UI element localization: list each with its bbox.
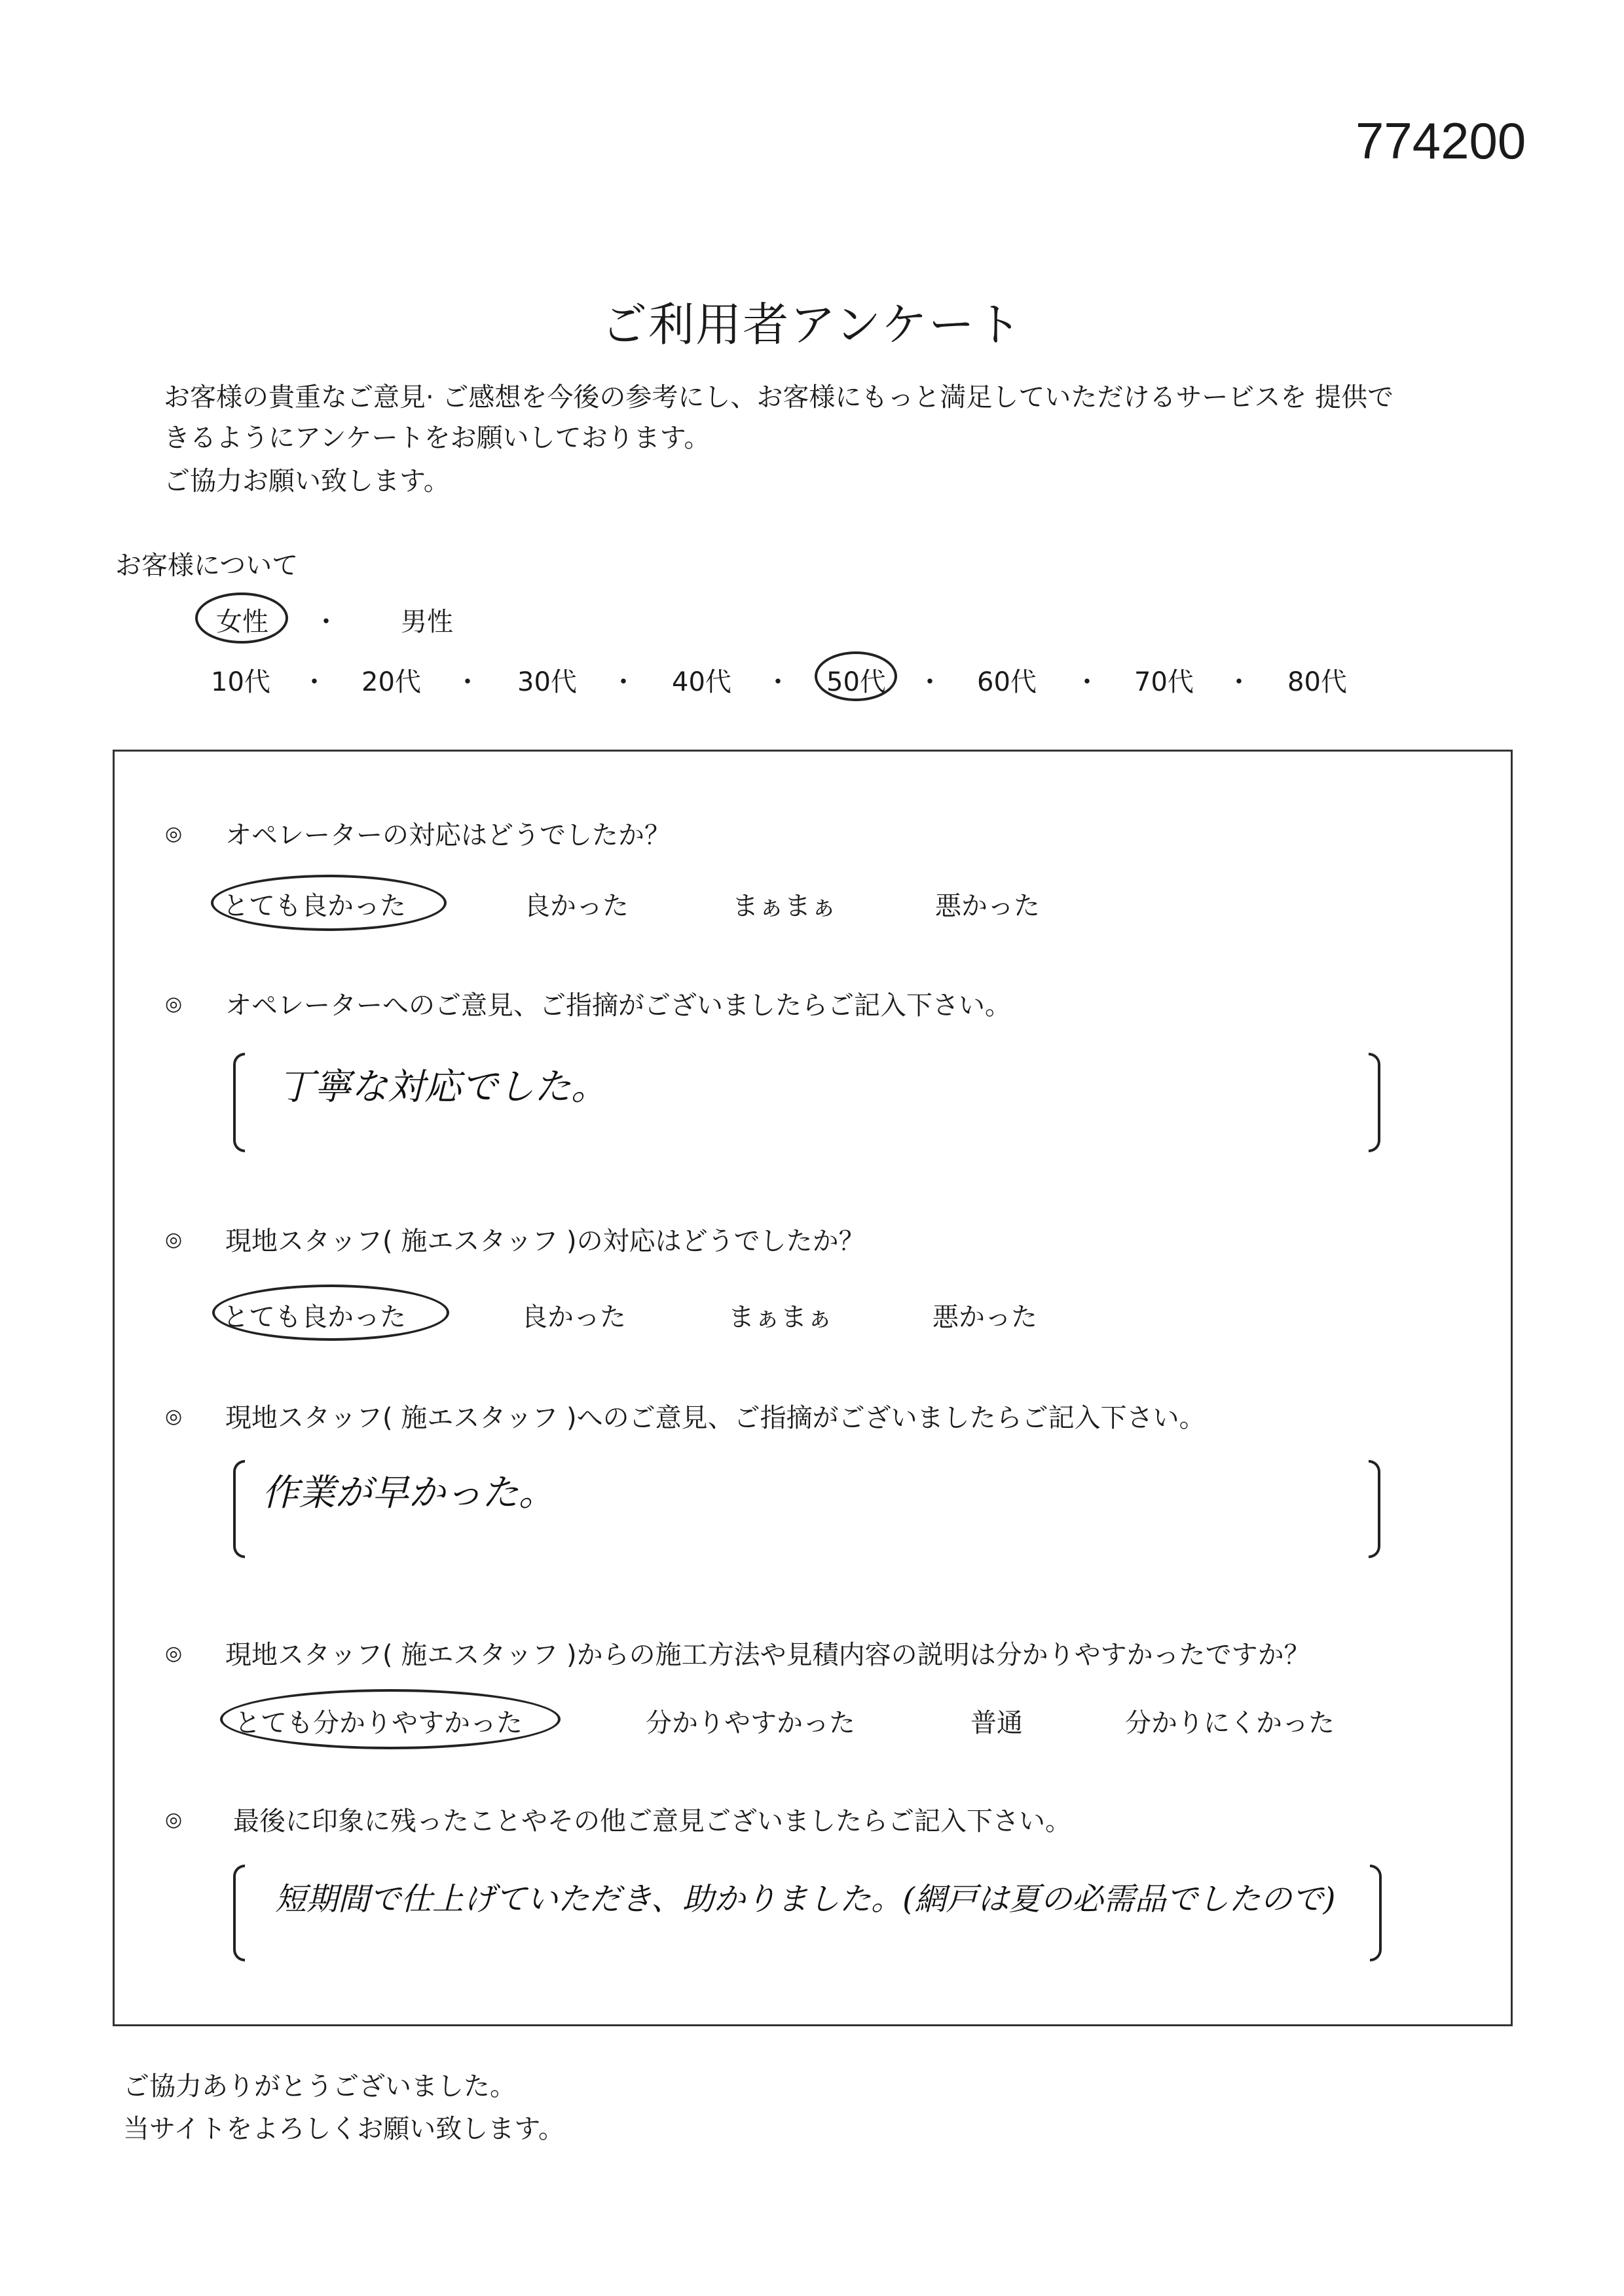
q1-selection-circle: [211, 875, 447, 931]
q2-handwritten-answer[interactable]: 丁寧な対応でした。: [278, 1066, 608, 1108]
bullet-icon: ◎: [165, 1405, 183, 1428]
question-staff-explanation: 現地スタッフ( 施エスタッフ )からの施工方法や見積内容の説明は分かりやすかったですか？: [225, 1640, 1310, 1670]
age-option-10s[interactable]: 10代: [211, 667, 270, 697]
age-option-70s[interactable]: 70代: [1134, 667, 1194, 697]
question-staff-response: 現地スタッフ( 施エスタッフ )の対応はどうでしたか？: [225, 1226, 865, 1256]
thanks-line: ご協力ありがとうございました。: [123, 2071, 516, 2102]
comment-bracket-left: [233, 1053, 245, 1152]
comment-bracket-right: [1369, 1053, 1380, 1152]
gender-option-female[interactable]: 女性: [216, 607, 268, 637]
gender-option-male[interactable]: 男性: [401, 607, 453, 637]
age-separator: ・: [765, 667, 791, 697]
bullet-icon: ◎: [165, 822, 183, 845]
comment-bracket-right: [1369, 1460, 1380, 1558]
age-separator: ・: [454, 667, 481, 697]
q1-option-bad[interactable]: 悪かった: [935, 891, 1040, 921]
question-operator-comments: オペレーターへのご意見、ご指摘がございましたらご記入下さい。: [225, 991, 1011, 1021]
age-option-50s[interactable]: 50代: [826, 667, 886, 697]
q1-option-very-good[interactable]: とても良かった: [223, 891, 406, 921]
question-staff-comments: 現地スタッフ( 施エスタッフ )へのご意見、ご指摘がございましたらご記入下さい。: [225, 1403, 1206, 1433]
q3-selection-circle: [212, 1285, 449, 1341]
q5-option-very-clear[interactable]: とても分かりやすかった: [234, 1708, 523, 1738]
gender-selection-circle: [195, 592, 288, 644]
bullet-icon: ◎: [165, 993, 183, 1015]
q3-option-very-good[interactable]: とても良かった: [223, 1302, 406, 1332]
age-separator: ・: [1074, 667, 1100, 697]
age-option-20s[interactable]: 20代: [361, 667, 421, 697]
q1-option-so-so[interactable]: まぁまぁ: [732, 891, 837, 921]
document-id: 774200: [1356, 112, 1526, 170]
intro-line-1: お客様の貴重なご意見· ご感想を今後の参考にし、お客様にもっと満足していただけるサービスを 提供で: [164, 382, 1394, 412]
intro-line-3: ご協力お願い致します。: [164, 466, 450, 496]
age-option-30s[interactable]: 30代: [517, 667, 577, 697]
age-separator: ・: [917, 667, 943, 697]
age-separator: ・: [1226, 667, 1252, 697]
q6-handwritten-answer[interactable]: 短期間で仕上げていただき、助かりました。(網戸は夏の必需品でしたので): [275, 1881, 1336, 1918]
age-separator: ・: [610, 667, 637, 697]
q1-option-good[interactable]: 良かった: [524, 891, 629, 921]
q3-option-so-so[interactable]: まぁまぁ: [728, 1302, 833, 1332]
q3-option-good[interactable]: 良かった: [521, 1302, 626, 1332]
comment-bracket-left: [233, 1865, 245, 1961]
age-option-80s[interactable]: 80代: [1287, 667, 1347, 697]
q4-handwritten-answer[interactable]: 作業が早かった。: [262, 1472, 555, 1514]
bullet-icon: ◎: [165, 1228, 183, 1251]
age-option-40s[interactable]: 40代: [672, 667, 731, 697]
closing-line: 当サイトをよろしくお願い致します。: [123, 2114, 564, 2144]
question-operator-response: オペレーターの対応はどうでしたか？: [225, 820, 671, 850]
question-final-comments: 最後に印象に残ったことやその他ご意見ございましたらご記入下さい。: [233, 1806, 1071, 1836]
page-title: ご利用者アンケート: [601, 298, 1023, 352]
comment-bracket-left: [233, 1460, 245, 1558]
age-separator: ・: [301, 667, 327, 697]
q3-option-bad[interactable]: 悪かった: [932, 1302, 1037, 1332]
bullet-icon: ◎: [165, 1642, 183, 1665]
bullet-icon: ◎: [165, 1808, 183, 1831]
q5-option-clear[interactable]: 分かりやすかった: [646, 1708, 855, 1738]
q5-selection-circle: [220, 1689, 561, 1749]
intro-line-2: きるようにアンケートをお願いしております。: [164, 423, 710, 453]
comment-bracket-right: [1370, 1865, 1382, 1961]
customer-section-heading: お客様について: [115, 551, 299, 581]
gender-separator: ・: [313, 607, 339, 637]
q5-option-unclear[interactable]: 分かりにくかった: [1125, 1708, 1335, 1738]
age-selection-circle: [815, 651, 897, 701]
q5-option-average[interactable]: 普通: [970, 1708, 1023, 1738]
age-option-60s[interactable]: 60代: [977, 667, 1037, 697]
